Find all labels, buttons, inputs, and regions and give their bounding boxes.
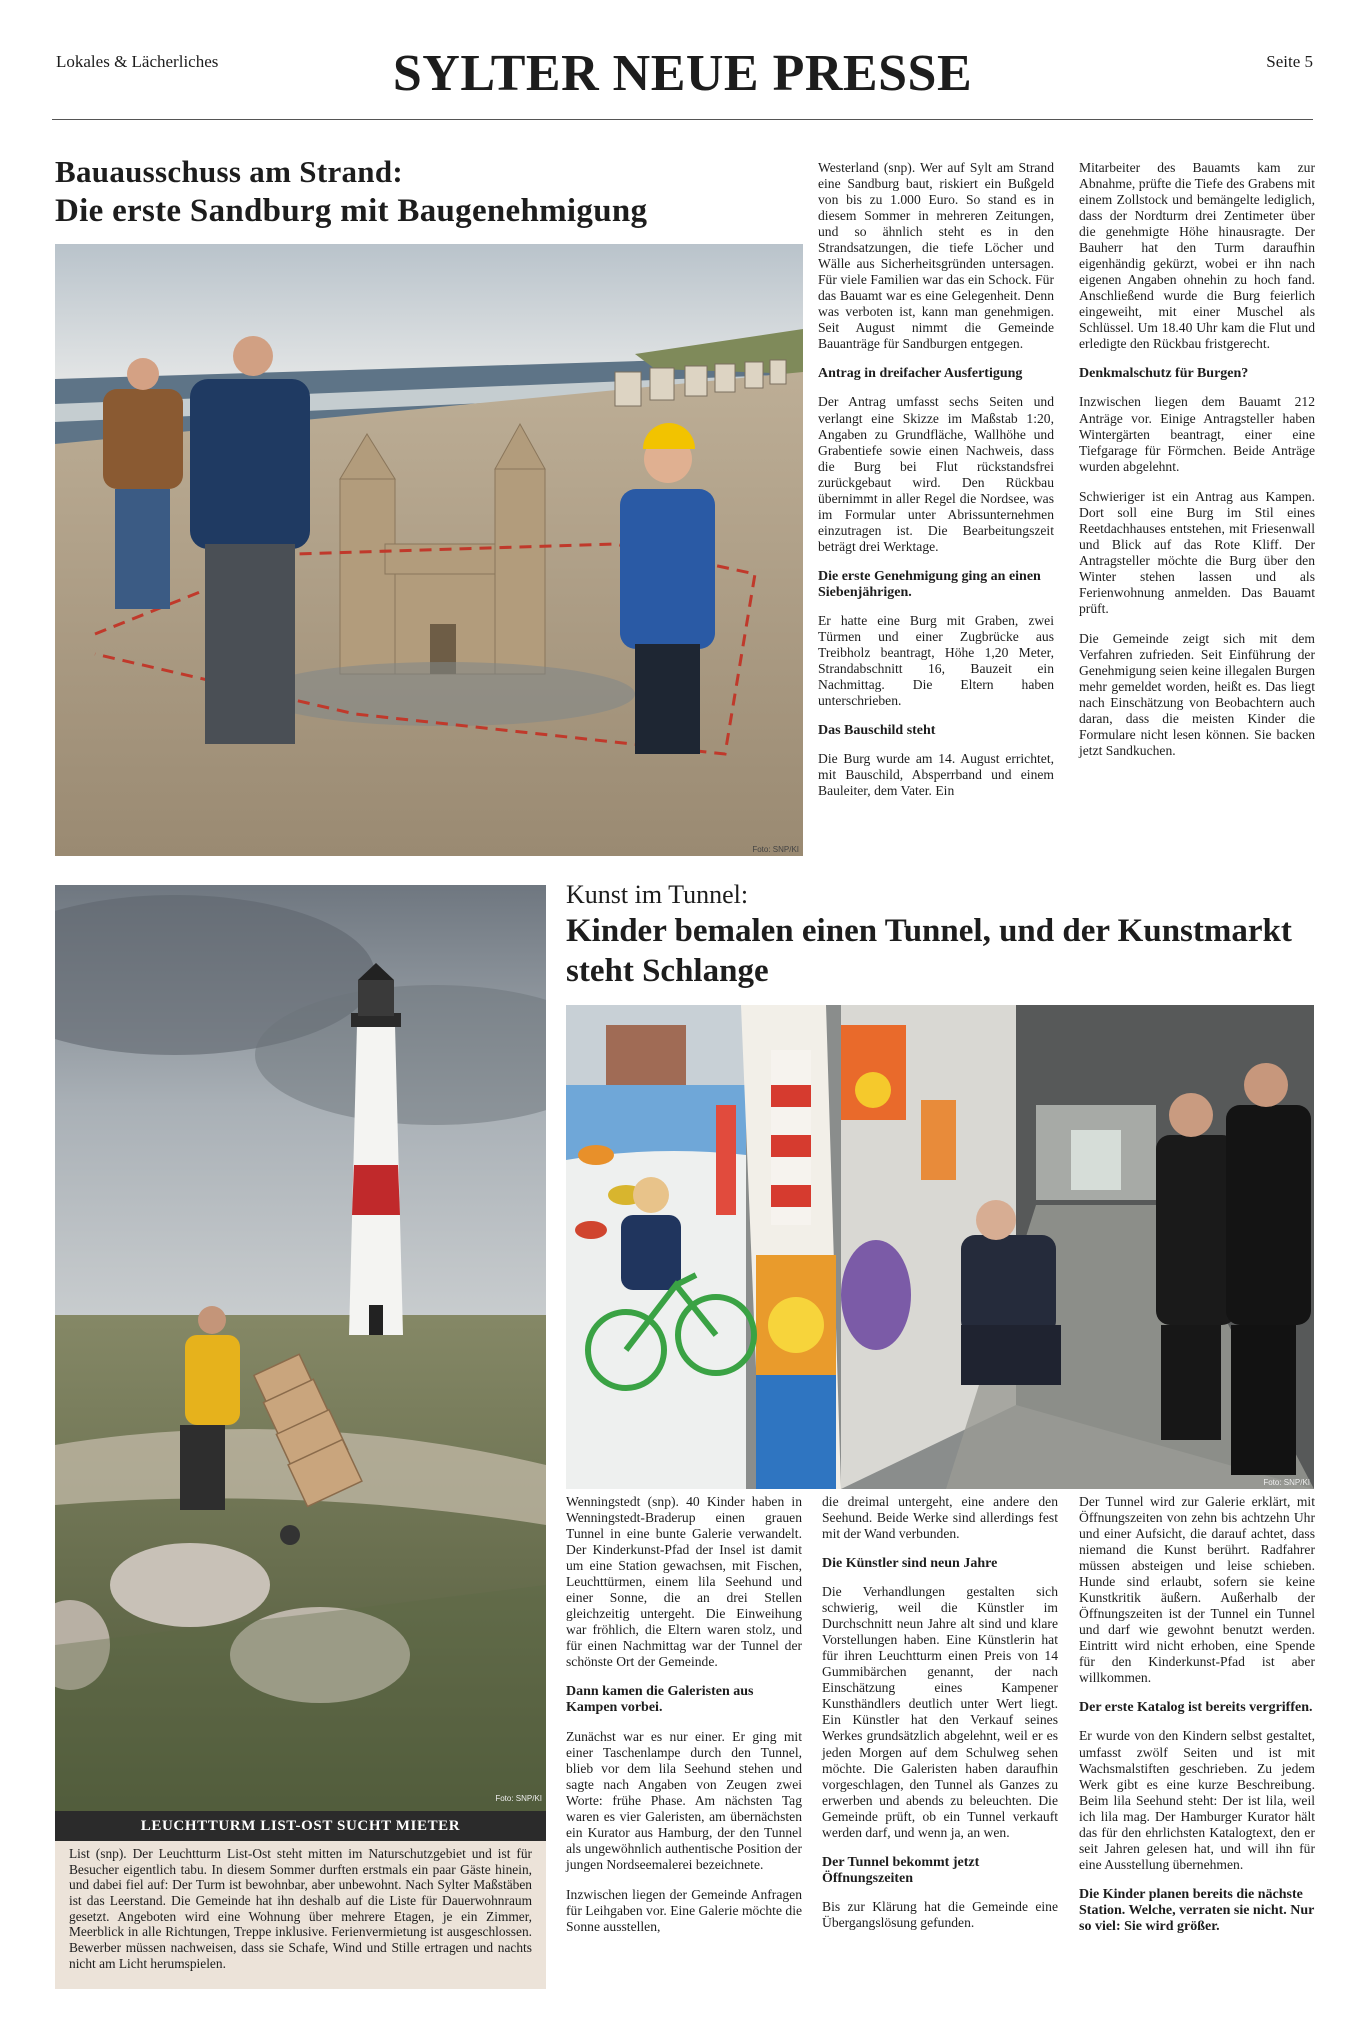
paragraph: Die Gemeinde zeigt sich mit dem Verfahren zufrieden. Seit Einführung der Genehmigung seien keine illegalen Burgen mehr gemeldet worden, heißt es. Das liegt nach Einschätzung von Beobachtern auch daran, dass die meisten Kinder die Formulare nicht lesen können. Sie backen jetzt Sandkuchen. xyxy=(1079,630,1315,759)
article2-column-1 xyxy=(566,1494,802,1949)
paragraph: Die Verhandlungen gestalten sich schwierig, weil die Künstler im Durchschnitt neun Jahre alt sind und klare Vorstellungen haben. Eine Künstlerin hat für ihren Leuchtturm einen Preis von 14 Gummibärchen genannt, der nach Einschätzung eines Kampener Kunsthändlers deutlich unter Wert liegt. Ein Künstler hat den Verkauf seines Werkes grundsätzlich abgelehnt, weil er es jeden Morgen auf dem Schulweg sehen möchte. Die Galeristen haben daraufhin vorgeschlagen, den Tunnel als Ganzes zu erwerben und abends zu beleuchten. Die Gemeinde prüft, ob ein Tunnel verkauft werden darf, und wenn ja, an wen. xyxy=(822,1584,1058,1840)
article1-column-2 xyxy=(1079,160,1315,773)
article1-headline xyxy=(55,155,795,229)
paragraph: Inzwischen liegen dem Bauamt 212 Anträge vor. Einige Antragsteller haben Wintergärten beantragt, einer eine Tiefgarage für Förmchen. Beide Anträge wurden abgelehnt. xyxy=(1079,394,1315,474)
tunnel-photo xyxy=(566,1005,1314,1489)
paragraph: Der Antrag umfasst sechs Seiten und verlangt eine Skizze im Maßstab 1:20, Angaben zu Grundfläche, Wallhöhe und Grabentiefe sowie einen Nachweis, dass die Burg bei Flut rückstandsfrei zurückgebaut wird. Den Rückbau übernimmt in aller Regel die Nordsee, was im Formular unter Abrissunternehmen einzutragen ist. Die Bearbeitungszeit beträgt drei Werktage. xyxy=(818,394,1054,554)
subheading: Die Künstler sind neun Jahre xyxy=(822,1556,998,1572)
closing-paragraph: Die Kinder planen bereits die nächste Station. Welche, verraten sie nicht. Nur so viel: Sie wird größer. xyxy=(1079,1886,1315,1934)
masthead-rule xyxy=(52,119,1313,120)
article2-column-2 xyxy=(822,1494,1058,1945)
paragraph: Mitarbeiter des Bauamts kam zur Abnahme, prüfte die Tiefe des Grabens mit einem Zollstock und bemängelte lediglich, dass der Nordturm drei Zentimeter über die genehmigte Höhe hinausragte. Der Bauherr hat den Turm daraufhin eigenhändig gekürzt, wobei er ihn nach eigenen Angaben ohnehin zu hoch fand. Anschließend wurde die Burg feierlich eingeweiht, mit einer Muschel als Schlüssel. Um 18.40 Uhr kam die Flut und erledigte den Rückbau fristgerecht. xyxy=(1079,160,1315,352)
newspaper-title: SYLTER NEUE PRESSE xyxy=(392,45,973,102)
section-label: Lokales & Lächerliches xyxy=(56,52,219,71)
paragraph: Er wurde von den Kindern selbst gestaltet, umfasst zwölf Seiten und ist mit Wachsmalstiften geschrieben. Zu jedem Werk gibt es eine kurze Beschreibung. Beim lila Seehund steht: Der ist lila, weil ich lila mag. Der Hamburger Kurator hält das für den ehrlichsten Katalogtext, den er seit Jahren gelesen hat, und will ihn für eine Ausstellung übernehmen. xyxy=(1079,1728,1315,1872)
paragraph: Er hatte eine Burg mit Graben, zwei Türmen und einer Zugbrücke aus Treibholz beantragt, Höhe 1,20 Meter, Strandabschnitt 16, Bauzeit ein Nachmittag. Die Eltern haben unterschrieben. xyxy=(818,612,1054,709)
article2-headline: Kinder bemalen einen Tunnel, und der Kunstmarkt steht Schlange xyxy=(566,913,1292,989)
article2-kicker: Kunst im Tunnel: xyxy=(566,880,749,909)
subheading: Der Tunnel bekommt jetzt Öffnungszeiten xyxy=(822,1854,980,1886)
paragraph: Die Burg wurde am 14. August errichtet, mit Bauschild, Absperrband und einem Bauleiter, dem Vater. Ein xyxy=(818,751,1054,799)
subheading: Die erste Genehmigung ging an einen Siebenjährigen. xyxy=(818,568,1041,600)
sandcastle-photo xyxy=(55,244,803,856)
paragraph: Inzwischen liegen der Gemeinde Anfragen für Leihgaben vor. Eine Galerie möchte die Sonne ausstellen, xyxy=(566,1886,802,1934)
lighthouse-photo xyxy=(55,885,546,1811)
tunnel-photo-credit: Foto: SNP/KI xyxy=(1263,1478,1310,1487)
article1-headline-line2: Die erste Sandburg mit Baugenehmigung xyxy=(55,193,648,230)
paragraph: Wenningstedt (snp). 40 Kinder haben in Wenningstedt-Braderup einen grauen Tunnel in eine bunte Galerie verwandelt. Der Kinderkunst-Pfad der Insel ist damit um eine Station gewachsen, mit Fischen, Leuchttürmen, einem lila Seehund und einer Sonne, die an drei Stellen gleichzeitig untergeht. Die Einweihung war fröhlich, die Eltern waren stolz, und für einen Nachmittag war der Tunnel der schönste Ort der Gemeinde. xyxy=(566,1494,802,1670)
paragraph: Der Tunnel wird zur Galerie erklärt, mit Öffnungszeiten von zehn bis achtzehn Uhr und einer Aufsicht, die darauf achtet, dass niemand die Kunst berührt. Radfahrer müssen absteigen und leise schieben. Hunde sind erlaubt, sofern sie keine Kunstkritik äußern. Außerhalb der Öffnungszeiten ist der Tunnel ein Tunnel und darf wie gewohnt benutzt werden. Eintritt wird nicht erhoben, eine Spende für den Kinderkunst-Pfad ist aber willkommen. xyxy=(1079,1494,1315,1686)
paragraph: Zunächst war es nur einer. Er ging mit einer Taschenlampe durch den Tunnel, blieb vor dem lila Seehund stehen und sagte nach Angaben von Zeugen zwei Worte: frühe Phase. Am nächsten Tag waren es vier Galeristen, am übernächsten ein Kurator aus Hamburg, der den Tunnel als ungewöhnlich authentische Position der jungen Nordseemalerei bezeichnete. xyxy=(566,1728,802,1872)
subheading: Dann kamen die Galeristen aus Kampen vorbei. xyxy=(566,1684,754,1716)
subheading: Denkmalschutz für Burgen? xyxy=(1079,366,1249,382)
subheading: Antrag in dreifacher Ausfertigung xyxy=(818,366,1023,382)
paragraph: Westerland (snp). Wer auf Sylt am Strand eine Sandburg baut, riskiert ein Bußgeld von bis zu 1.000 Euro. So stand es in diesem Sommer in mehreren Zeitungen, und so ähnlich steht es in den Strandsatzungen, die tiefe Löcher und Wälle aus Sicherheitsgründen untersagen. Für viele Familien war das ein Schock. Für das Bauamt war es eine Gelegenheit. Denn was verboten ist, kann man genehmigen. Seit August nimmt die Gemeinde Bauanträge für Sandburgen entgegen. xyxy=(818,160,1054,352)
subheading: Der erste Katalog ist bereits vergriffen. xyxy=(1079,1700,1313,1716)
article1-headline-line1: Bauausschuss am Strand: xyxy=(55,154,404,189)
paragraph: die dreimal untergeht, eine andere den Seehund. Beide Werke sind allerdings fest mit der Wand verbunden. xyxy=(822,1494,1058,1542)
lighthouse-caption-title: LEUCHTTURM LIST-OST SUCHT MIETER xyxy=(55,1811,546,1841)
lighthouse-photo-credit: Foto: SNP/KI xyxy=(495,1794,542,1803)
article1-column-1 xyxy=(818,160,1054,813)
lighthouse-caption-text: List (snp). Der Leuchtturm List-Ost steht mitten im Naturschutzgebiet und ist für Besucher eigentlich tabu. In diesem Sommer durften erstmals ein paar Gäste hinein, und dabei fiel auf: Der Turm ist bewohnbar, aber unbewohnt. Nach Sylter Maßstäben ist das Leerstand. Die Gemeinde hat ihn deshalb auf die Liste für Dauerwohnraum gesetzt. Angeboten wird eine Wohnung über mehrere Etagen, je ein Zimmer, Meerblick in alle Richtungen, Treppe inklusive. Ferienvermietung ist ausgeschlossen. Bewerber müssen nachweisen, dass sie Schafe, Wind und Stille ertragen und nachts nicht am Licht herumspielen. xyxy=(55,1841,546,1989)
article2-column-3 xyxy=(1079,1494,1315,1949)
page-number: Seite 5 xyxy=(1266,52,1313,71)
subheading: Das Bauschild steht xyxy=(818,723,936,739)
sandcastle-photo-credit: Foto: SNP/KI xyxy=(752,845,799,854)
paragraph: Schwieriger ist ein Antrag aus Kampen. Dort soll eine Burg im Stil eines Reetdachhauses entstehen, mit Friesenwall und Blick auf das Rote Kliff. Der Antragsteller möchte die Burg über den Winter stehen lassen und als Ferienwohnung anmelden. Das Bauamt prüft. xyxy=(1079,488,1315,616)
paragraph: Bis zur Klärung hat die Gemeinde eine Übergangslösung gefunden. xyxy=(822,1898,1058,1930)
